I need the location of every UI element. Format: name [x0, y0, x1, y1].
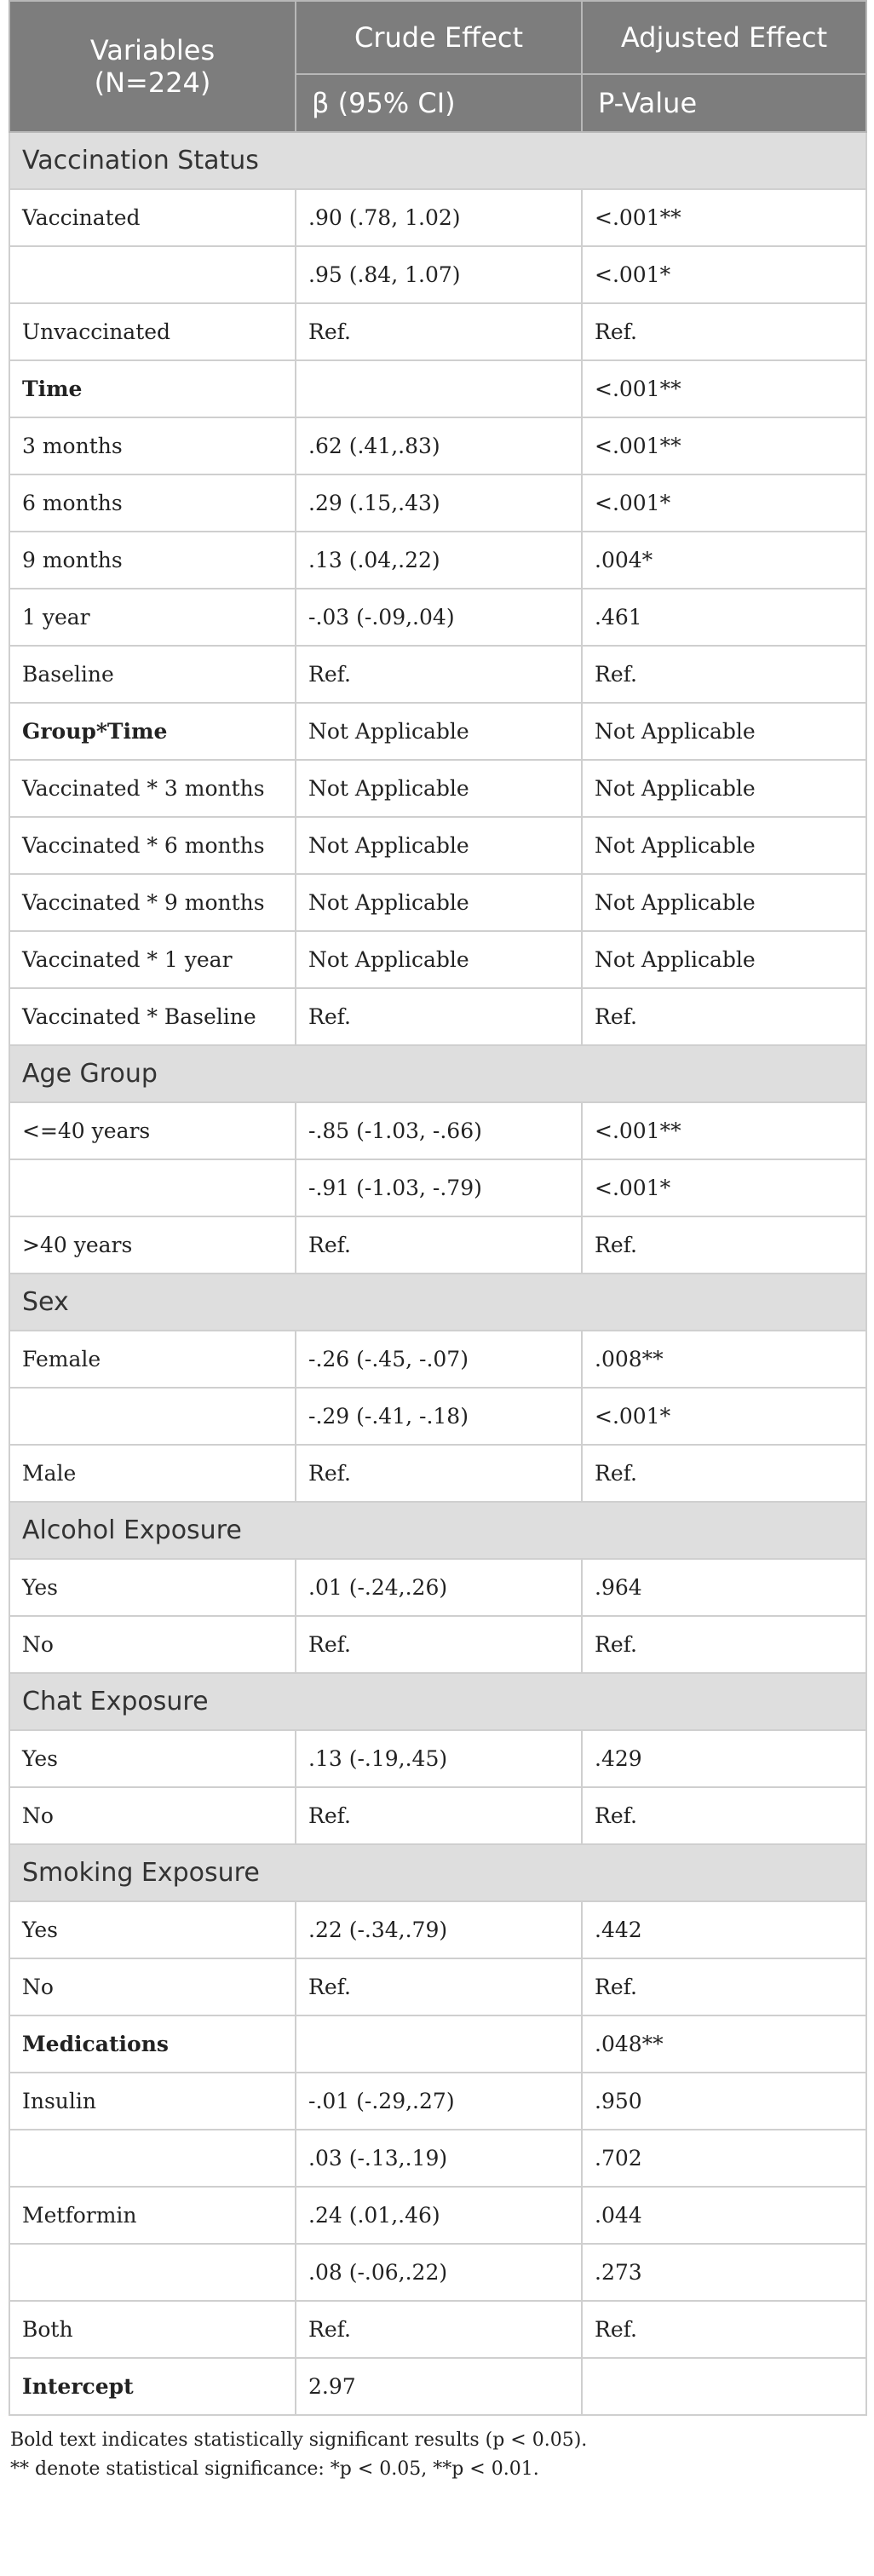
p-value-cell: <.001** [582, 417, 866, 474]
p-value-cell: <.001** [582, 360, 866, 417]
variable-cell [9, 1159, 296, 1216]
table-row [9, 2130, 866, 2187]
section-label: Sex [9, 1274, 866, 1331]
beta-ci-cell: Not Applicable [296, 874, 582, 931]
variable-cell: Yes [9, 1559, 296, 1616]
p-value-cell: Ref. [582, 1216, 866, 1274]
p-value-cell: .048** [582, 2015, 866, 2073]
beta-ci-cell: Ref. [296, 646, 582, 703]
p-value-cell: .008** [582, 1331, 866, 1388]
beta-ci-cell: -.26 (-.45, -.07) [296, 1331, 582, 1388]
variable-cell: No [9, 1958, 296, 2015]
p-value-cell: Ref. [582, 1787, 866, 1844]
beta-ci-cell: Ref. [296, 988, 582, 1045]
beta-ci-cell: .22 (-.34,.79) [296, 1901, 582, 1958]
p-value-header: P-Value [582, 74, 866, 132]
crude-effect-header: Crude Effect [296, 1, 582, 74]
p-value-cell: Not Applicable [582, 931, 866, 988]
p-value-cell: Ref. [582, 646, 866, 703]
table-row [9, 817, 866, 874]
beta-ci-cell: Ref. [296, 1958, 582, 2015]
beta-ci-cell: .95 (.84, 1.07) [296, 246, 582, 303]
p-value-cell: <.001* [582, 1159, 866, 1216]
variable-cell: 9 months [9, 532, 296, 589]
beta-ci-cell: Ref. [296, 1787, 582, 1844]
table-row [9, 988, 866, 1045]
variable-cell: Medications [9, 2015, 296, 2073]
variable-cell: >40 years [9, 1216, 296, 1274]
beta-ci-cell: -.01 (-.29,.27) [296, 2073, 582, 2130]
beta-ci-cell: .24 (.01,.46) [296, 2187, 582, 2244]
table-row [9, 703, 866, 760]
variable-cell: Time [9, 360, 296, 417]
table-row [9, 2358, 866, 2415]
beta-ci-cell: .13 (-.19,.45) [296, 1730, 582, 1787]
table-row [9, 474, 866, 532]
beta-ci-cell [296, 360, 582, 417]
p-value-cell: Ref. [582, 303, 866, 360]
footnote-significance: ** denote statistical significance: *p < 0.05, **p < 0.01. [10, 2458, 539, 2480]
adjusted-effect-header: Adjusted Effect [582, 1, 866, 74]
beta-ci-cell: Not Applicable [296, 817, 582, 874]
p-value-cell [582, 2358, 866, 2415]
variable-cell: 3 months [9, 417, 296, 474]
section-label: Vaccination Status [9, 132, 866, 189]
beta-ci-cell: .01 (-.24,.26) [296, 1559, 582, 1616]
variables-header-line1: Variables [89, 34, 216, 66]
beta-ci-cell: -.29 (-.41, -.18) [296, 1388, 582, 1445]
p-value-cell: .964 [582, 1559, 866, 1616]
beta-ci-cell: -.91 (-1.03, -.79) [296, 1159, 582, 1216]
variable-cell: Male [9, 1445, 296, 1502]
beta-ci-cell: .13 (.04,.22) [296, 532, 582, 589]
beta-ci-cell: Not Applicable [296, 760, 582, 817]
variable-cell [9, 2130, 296, 2187]
table-row [9, 2015, 866, 2073]
p-value-cell: Ref. [582, 1958, 866, 2015]
variable-cell: Both [9, 2301, 296, 2358]
p-value-cell: Ref. [582, 2301, 866, 2358]
table-row [9, 874, 866, 931]
table-row [9, 1901, 866, 1958]
beta-ci-cell: Ref. [296, 1616, 582, 1673]
table-row [9, 1331, 866, 1388]
p-value-cell: .273 [582, 2244, 866, 2301]
table-body [9, 132, 866, 2415]
table-row [9, 1559, 866, 1616]
table-row [9, 1216, 866, 1274]
table-row [9, 360, 866, 417]
table-row [9, 1159, 866, 1216]
p-value-cell: .004* [582, 532, 866, 589]
variable-cell [9, 1388, 296, 1445]
beta-ci-cell: 2.97 [296, 2358, 582, 2415]
section-header-row [9, 1673, 866, 1730]
p-value-cell: .950 [582, 2073, 866, 2130]
variable-cell [9, 2244, 296, 2301]
p-value-cell: Ref. [582, 1445, 866, 1502]
section-header-row [9, 1045, 866, 1102]
beta-ci-cell: .08 (-.06,.22) [296, 2244, 582, 2301]
variable-cell: No [9, 1616, 296, 1673]
variable-cell [9, 246, 296, 303]
variable-cell: Vaccinated * 9 months [9, 874, 296, 931]
section-header-row [9, 1274, 866, 1331]
p-value-cell: Ref. [582, 1616, 866, 1673]
beta-ci-cell: Not Applicable [296, 931, 582, 988]
table-row [9, 2187, 866, 2244]
variable-cell: Yes [9, 1730, 296, 1787]
table-row [9, 1445, 866, 1502]
variable-cell: Group*Time [9, 703, 296, 760]
table-row [9, 2244, 866, 2301]
beta-ci-cell [296, 2015, 582, 2073]
table-row [9, 1388, 866, 1445]
table-row [9, 2301, 866, 2358]
section-header-row [9, 132, 866, 189]
beta-ci-cell: -.85 (-1.03, -.66) [296, 1102, 582, 1159]
table-row [9, 646, 866, 703]
table-row [9, 931, 866, 988]
beta-ci-cell: .62 (.41,.83) [296, 417, 582, 474]
variable-cell: Vaccinated * 6 months [9, 817, 296, 874]
beta-ci-header: β (95% CI) [296, 74, 582, 132]
p-value-cell: <.001* [582, 474, 866, 532]
p-value-cell: .429 [582, 1730, 866, 1787]
section-header-row [9, 1502, 866, 1559]
beta-ci-cell: Ref. [296, 2301, 582, 2358]
beta-ci-cell: .90 (.78, 1.02) [296, 189, 582, 246]
p-value-cell: .442 [582, 1901, 866, 1958]
section-header-row [9, 1844, 866, 1901]
table-row [9, 303, 866, 360]
p-value-cell: <.001** [582, 189, 866, 246]
table-row [9, 1730, 866, 1787]
p-value-cell: <.001* [582, 1388, 866, 1445]
table-row [9, 760, 866, 817]
variable-cell: 6 months [9, 474, 296, 532]
variable-cell: Insulin [9, 2073, 296, 2130]
beta-ci-cell: Ref. [296, 303, 582, 360]
p-value-cell: Not Applicable [582, 817, 866, 874]
variable-cell: Baseline [9, 646, 296, 703]
variables-header-line2: (N=224) [94, 66, 211, 99]
variable-cell: Vaccinated * Baseline [9, 988, 296, 1045]
p-value-cell: Ref. [582, 988, 866, 1045]
p-value-cell: .702 [582, 2130, 866, 2187]
variable-cell: Unvaccinated [9, 303, 296, 360]
p-value-cell: <.001** [582, 1102, 866, 1159]
variable-cell: Intercept [9, 2358, 296, 2415]
table-header [9, 1, 866, 132]
beta-ci-cell: .29 (.15,.43) [296, 474, 582, 532]
variable-cell: Yes [9, 1901, 296, 1958]
table-row [9, 417, 866, 474]
section-label: Smoking Exposure [9, 1844, 866, 1901]
table-row [9, 1102, 866, 1159]
section-label: Chat Exposure [9, 1673, 866, 1730]
p-value-cell: Not Applicable [582, 703, 866, 760]
table-row [9, 1958, 866, 2015]
table-row [9, 589, 866, 646]
beta-ci-cell: .03 (-.13,.19) [296, 2130, 582, 2187]
variable-cell: 1 year [9, 589, 296, 646]
beta-ci-cell: Ref. [296, 1445, 582, 1502]
p-value-cell: Not Applicable [582, 760, 866, 817]
table-row [9, 532, 866, 589]
table-row [9, 1787, 866, 1844]
regression-table [9, 0, 867, 2416]
variable-cell: Vaccinated * 3 months [9, 760, 296, 817]
variable-cell: No [9, 1787, 296, 1844]
variable-cell: Vaccinated [9, 189, 296, 246]
table-row [9, 1616, 866, 1673]
variable-cell: Vaccinated * 1 year [9, 931, 296, 988]
table-row [9, 246, 866, 303]
p-value-cell: .461 [582, 589, 866, 646]
p-value-cell: Not Applicable [582, 874, 866, 931]
results-table-container [9, 0, 865, 2484]
variable-cell: Metformin [9, 2187, 296, 2244]
section-label: Age Group [9, 1045, 866, 1102]
table-row [9, 189, 866, 246]
variable-cell: <=40 years [9, 1102, 296, 1159]
section-label: Alcohol Exposure [9, 1502, 866, 1559]
beta-ci-cell: -.03 (-.09,.04) [296, 589, 582, 646]
footnote-bold: Bold text indicates statistically significant results (p < 0.05). [10, 2429, 588, 2451]
beta-ci-cell: Ref. [296, 1216, 582, 1274]
variables-header [9, 1, 296, 132]
table-row [9, 2073, 866, 2130]
table-footnotes [9, 2426, 865, 2484]
beta-ci-cell: Not Applicable [296, 703, 582, 760]
p-value-cell: <.001* [582, 246, 866, 303]
p-value-cell: .044 [582, 2187, 866, 2244]
variable-cell: Female [9, 1331, 296, 1388]
